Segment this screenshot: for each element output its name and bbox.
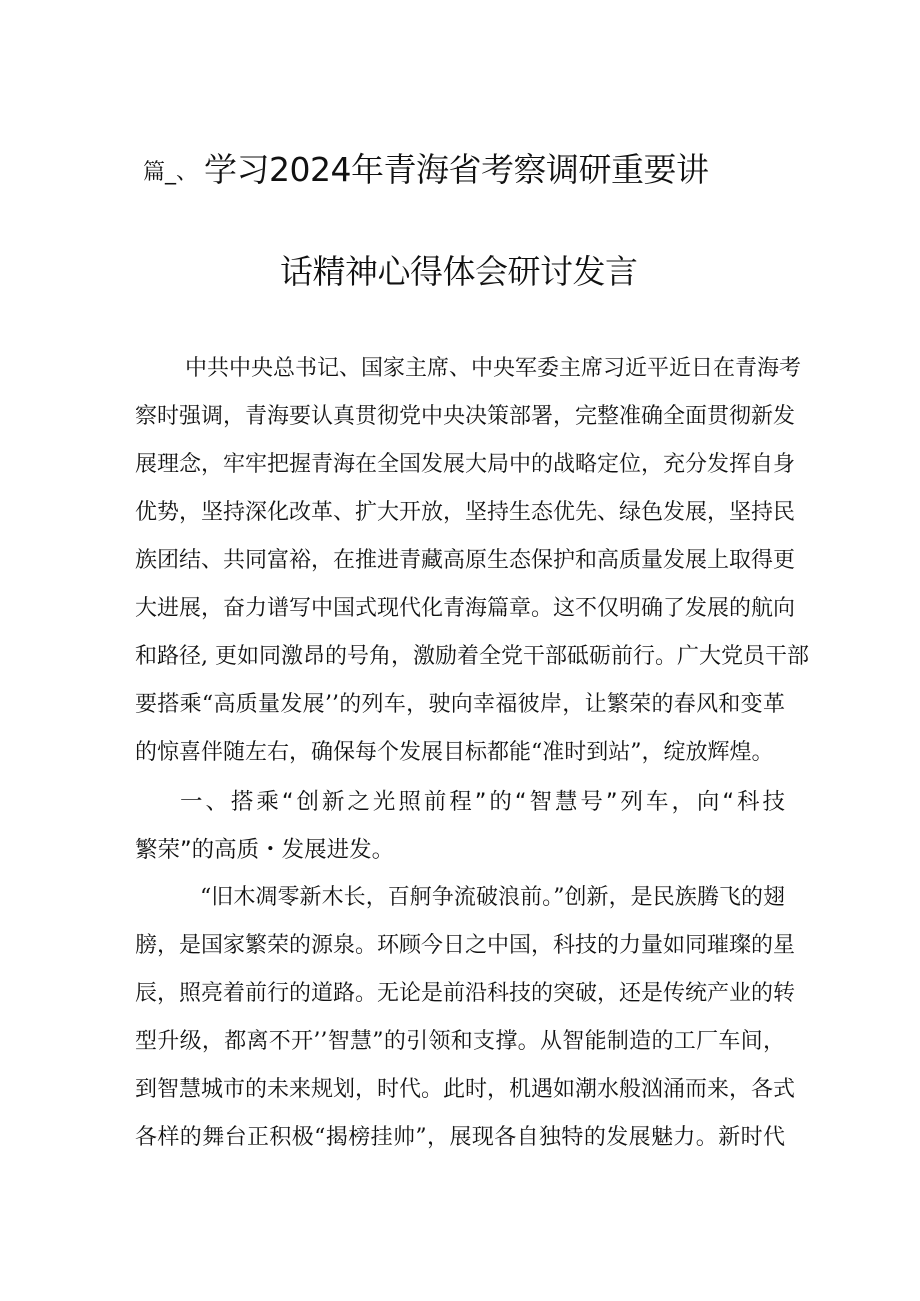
paragraph-line: 到智慧城市的未来规划，时代。此时，机遇如潮水般汹涌而来，各式 [135,1077,796,1102]
paragraph-line: 膀，是国家繁荣的源泉。环顾今日之中国，科技的力量如同璀璨的星 [135,933,796,958]
paragraph-line: 型升级，都离不开’’智慧”的引领和支撑。从智能制造的工厂车间， [135,1029,785,1054]
paragraph-line: 的惊喜伴随左右，确保每个发展目标都能“准时到站”，绽放辉煌。 [135,740,774,765]
paragraph-line: 要搭乘“高质量发展’’的列车，驶向幸福彼岸，让繁荣的春风和变革 [135,692,785,717]
paragraph-line: 各样的舞台正积极“揭榜挂帅”，展现各自独特的发展魅力。新时代 [135,1125,785,1150]
paragraph-line: 展理念，牢牢把握青海在全国发展大局中的战略定位，充分发挥自身 [135,452,796,477]
section-heading-line: 一、搭乘“创新之光照前程”的“智慧号”列车，向“科技 [180,789,785,815]
title-prefix: 篇_、 [143,160,199,185]
paragraph-line: 大进展，奋力谱写中国式现代化青海篇章。这不仅明确了发展的航向 [135,596,796,621]
paragraph-line: 察时强调，青海要认真贯彻党中央决策部署，完整准确全面贯彻新发 [135,404,796,429]
document-title-line-2: 话精神心得体会研讨发言 [280,252,638,291]
paragraph-line: 中共中央总书记、国家主席、中央军委主席习近平近日在青海考 [185,356,802,381]
section-heading-line: 繁荣”的高质・发展进发。 [135,837,395,863]
paragraph-line: 族团结、共同富裕，在推进青藏高原生态保护和高质量发展上取得更 [135,548,796,573]
paragraph-line: 和路径, 更如同激昂的号角，激励着全党干部砥砺前行。广大党员干部 [135,644,809,669]
paragraph-line: 优势，坚持深化改革、扩大开放，坚持生态优先、绿色发展，坚持民 [135,500,796,525]
paragraph-line: 辰，照亮着前行的道路。无论是前沿科技的突破，还是传统产业的转 [135,981,796,1006]
document-title-line-1 [143,150,920,193]
paragraph-line: “旧木凋零新木长，百舸争流破浪前。”创新，是民族腾飞的翅 [200,885,785,910]
title-text-1: 学习2024年青海省考察调研重要讲 [204,150,709,189]
